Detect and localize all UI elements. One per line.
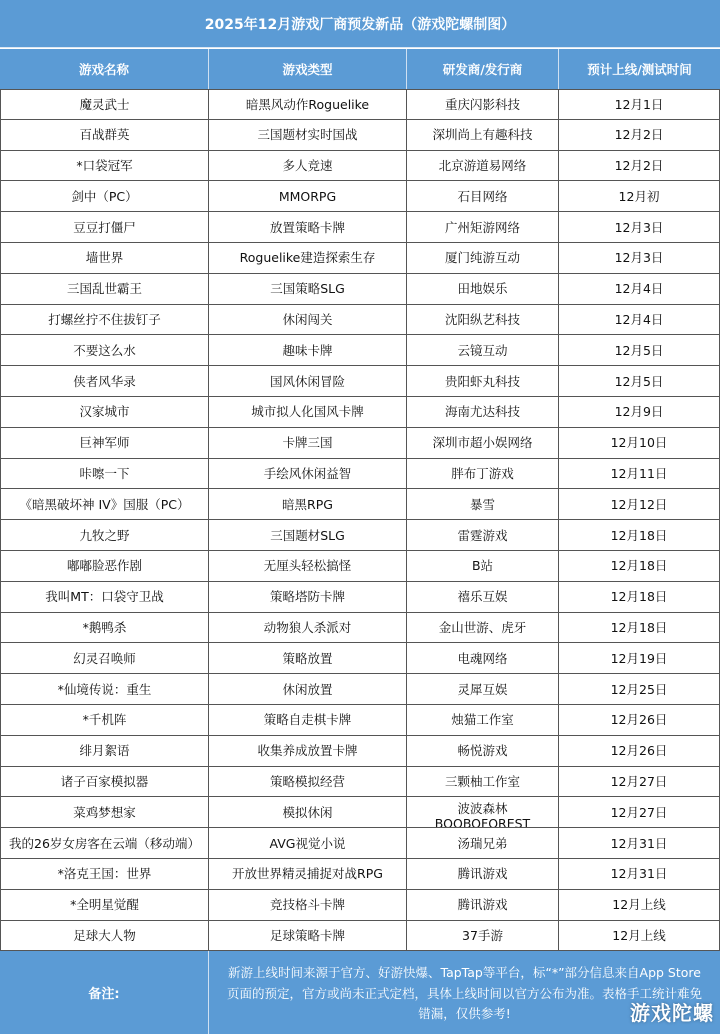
cell-game-genre: 暗黑风动作Roguelike bbox=[209, 90, 407, 119]
cell-game-genre: 足球策略卡牌 bbox=[209, 921, 407, 951]
table-row bbox=[0, 366, 720, 397]
cell-game-genre: 策略塔防卡牌 bbox=[209, 582, 407, 612]
cell-release-date: 12月18日 bbox=[559, 582, 720, 612]
cell-game-name: 墙世界 bbox=[0, 243, 209, 273]
cell-game-genre: 放置策略卡牌 bbox=[209, 212, 407, 242]
cell-release-date: 12月9日 bbox=[559, 397, 720, 427]
cell-release-date: 12月19日 bbox=[559, 643, 720, 673]
cell-game-name: *千机阵 bbox=[0, 705, 209, 735]
header-game-genre: 游戏类型 bbox=[209, 49, 407, 89]
cell-release-date: 12月上线 bbox=[559, 921, 720, 951]
cell-game-genre: 策略自走棋卡牌 bbox=[209, 705, 407, 735]
cell-developer: 腾讯游戏 bbox=[407, 890, 559, 920]
cell-developer: 37手游 bbox=[407, 921, 559, 951]
cell-release-date: 12月3日 bbox=[559, 243, 720, 273]
table-row bbox=[0, 674, 720, 705]
cell-game-name: 百战群英 bbox=[0, 120, 209, 150]
cell-game-genre: 休闲放置 bbox=[209, 674, 407, 704]
cell-release-date: 12月4日 bbox=[559, 274, 720, 304]
cell-developer: 贵阳虾丸科技 bbox=[407, 366, 559, 396]
cell-developer: 田地娱乐 bbox=[407, 274, 559, 304]
cell-developer: 云镜互动 bbox=[407, 335, 559, 365]
cell-release-date: 12月11日 bbox=[559, 459, 720, 489]
cell-game-genre: 趣味卡牌 bbox=[209, 335, 407, 365]
table-row bbox=[0, 582, 720, 613]
cell-release-date: 12月初 bbox=[559, 181, 720, 211]
cell-developer: B站 bbox=[407, 551, 559, 581]
cell-developer: 雷霆游戏 bbox=[407, 520, 559, 550]
cell-game-genre: Roguelike建造探索生存 bbox=[209, 243, 407, 273]
cell-developer: 海南尤达科技 bbox=[407, 397, 559, 427]
table-row bbox=[0, 305, 720, 336]
cell-game-name: *洛克王国：世界 bbox=[0, 859, 209, 889]
cell-game-genre: 模拟休闲 bbox=[209, 797, 407, 827]
cell-release-date: 12月18日 bbox=[559, 551, 720, 581]
cell-developer: 灵犀互娱 bbox=[407, 674, 559, 704]
footer-note bbox=[0, 951, 720, 1034]
table-row bbox=[0, 736, 720, 767]
cell-developer: 汤瑞兄弟 bbox=[407, 828, 559, 858]
cell-game-name: 打螺丝拧不住拔钉子 bbox=[0, 305, 209, 335]
cell-developer: 电魂网络 bbox=[407, 643, 559, 673]
cell-developer: 胖布丁游戏 bbox=[407, 459, 559, 489]
cell-developer: 沈阳纵艺科技 bbox=[407, 305, 559, 335]
cell-game-name: 我叫MT：口袋守卫战 bbox=[0, 582, 209, 612]
cell-release-date: 12月25日 bbox=[559, 674, 720, 704]
cell-release-date: 12月5日 bbox=[559, 366, 720, 396]
cell-game-name: 咔嚓一下 bbox=[0, 459, 209, 489]
table-row bbox=[0, 643, 720, 674]
table-row bbox=[0, 797, 720, 828]
cell-release-date: 12月5日 bbox=[559, 335, 720, 365]
table-body bbox=[0, 89, 720, 951]
header-release-date: 预计上线/测试时间 bbox=[587, 61, 692, 77]
cell-game-genre: MMORPG bbox=[209, 181, 407, 211]
cell-release-date: 12月2日 bbox=[559, 151, 720, 181]
cell-game-genre: 收集养成放置卡牌 bbox=[209, 736, 407, 766]
table-row bbox=[0, 212, 720, 243]
table-row bbox=[0, 120, 720, 151]
cell-developer: 石目网络 bbox=[407, 181, 559, 211]
table-row bbox=[0, 397, 720, 428]
cell-release-date: 12月3日 bbox=[559, 212, 720, 242]
cell-game-name: 不要这么水 bbox=[0, 335, 209, 365]
cell-game-genre: 策略模拟经营 bbox=[209, 767, 407, 797]
cell-developer: 重庆闪影科技 bbox=[407, 90, 559, 119]
cell-game-name: 豆豆打僵尸 bbox=[0, 212, 209, 242]
table-row bbox=[0, 274, 720, 305]
cell-developer: 腾讯游戏 bbox=[407, 859, 559, 889]
developer-line: 波波森林 bbox=[457, 801, 508, 817]
table-row bbox=[0, 335, 720, 366]
cell-game-name: 菜鸡梦想家 bbox=[0, 797, 209, 827]
table-row bbox=[0, 859, 720, 890]
cell-game-genre: 休闲闯关 bbox=[209, 305, 407, 335]
table-row bbox=[0, 613, 720, 644]
cell-game-name: 汉家城市 bbox=[0, 397, 209, 427]
table-title: 2025年12月游戏厂商预发新品（游戏陀螺制图） bbox=[0, 0, 720, 48]
cell-game-name: 魔灵武士 bbox=[0, 90, 209, 119]
cell-developer: 禧乐互娱 bbox=[407, 582, 559, 612]
cell-release-date: 12月4日 bbox=[559, 305, 720, 335]
cell-developer: 金山世游、虎牙 bbox=[407, 613, 559, 643]
table-row bbox=[0, 459, 720, 490]
cell-game-name: 侠者风华录 bbox=[0, 366, 209, 396]
table-row bbox=[0, 489, 720, 520]
cell-game-name: 幻灵召唤师 bbox=[0, 643, 209, 673]
cell-game-name: 三国乱世霸王 bbox=[0, 274, 209, 304]
cell-developer: 三颗柚工作室 bbox=[407, 767, 559, 797]
cell-developer: 厦门纯游互动 bbox=[407, 243, 559, 273]
footer-label: 备注: bbox=[0, 951, 209, 1034]
table-row bbox=[0, 243, 720, 274]
cell-game-name: 剑中（PC） bbox=[0, 181, 209, 211]
cell-developer: 烛猫工作室 bbox=[407, 705, 559, 735]
cell-developer: 深圳市超小娱网络 bbox=[407, 428, 559, 458]
developer-line-2: BOOBOFOREST bbox=[434, 815, 531, 828]
cell-release-date: 12月31日 bbox=[559, 828, 720, 858]
cell-game-genre: 竞技格斗卡牌 bbox=[209, 890, 407, 920]
cell-game-genre: 三国题材SLG bbox=[209, 520, 407, 550]
cell-release-date: 12月26日 bbox=[559, 705, 720, 735]
cell-game-genre: 多人竞速 bbox=[209, 151, 407, 181]
cell-release-date: 12月27日 bbox=[559, 797, 720, 827]
cell-game-name: *全明星觉醒 bbox=[0, 890, 209, 920]
cell-release-date: 12月2日 bbox=[559, 120, 720, 150]
table-row bbox=[0, 890, 720, 921]
table-row bbox=[0, 828, 720, 859]
cell-game-name: 巨神军师 bbox=[0, 428, 209, 458]
table-row bbox=[0, 767, 720, 798]
table-row bbox=[0, 705, 720, 736]
cell-developer: 北京游道易网络 bbox=[407, 151, 559, 181]
cell-game-name: 《暗黑破坏神 IV》国服（PC） bbox=[0, 489, 209, 519]
watermark-logo: 游戏陀螺 bbox=[630, 1001, 714, 1025]
cell-release-date: 12月27日 bbox=[559, 767, 720, 797]
cell-developer: 深圳尚上有趣科技 bbox=[407, 120, 559, 150]
cell-game-genre: 三国题材实时国战 bbox=[209, 120, 407, 150]
cell-game-name: 足球大人物 bbox=[0, 921, 209, 951]
cell-release-date: 12月18日 bbox=[559, 613, 720, 643]
cell-game-name: 我的26岁女房客在云端（移动端） bbox=[0, 828, 209, 858]
table-row bbox=[0, 921, 720, 952]
cell-game-name: *鹅鸭杀 bbox=[0, 613, 209, 643]
table-row bbox=[0, 181, 720, 212]
cell-game-genre: 策略放置 bbox=[209, 643, 407, 673]
table-row bbox=[0, 551, 720, 582]
cell-game-name: *口袋冠军 bbox=[0, 151, 209, 181]
table-row bbox=[0, 428, 720, 459]
cell-release-date: 12月12日 bbox=[559, 489, 720, 519]
table-row bbox=[0, 520, 720, 551]
cell-game-name: 嘟嘟脸恶作剧 bbox=[0, 551, 209, 581]
cell-game-name: 九牧之野 bbox=[0, 520, 209, 550]
cell-game-genre: AVG视觉小说 bbox=[209, 828, 407, 858]
cell-game-genre: 卡牌三国 bbox=[209, 428, 407, 458]
cell-developer bbox=[407, 797, 559, 827]
cell-game-name: *仙境传说：重生 bbox=[0, 674, 209, 704]
cell-release-date: 12月31日 bbox=[559, 859, 720, 889]
cell-game-genre: 无厘头轻松搞怪 bbox=[209, 551, 407, 581]
table-row bbox=[0, 89, 720, 120]
cell-developer: 暴雪 bbox=[407, 489, 559, 519]
cell-release-date: 12月18日 bbox=[559, 520, 720, 550]
cell-release-date: 12月1日 bbox=[559, 90, 720, 119]
footer-text: 新游上线时间来源于官方、好游快爆、TapTap等平台，标“*”部分信息来自App Store页面的预定，官方或尚未正式定档，具体上线时间以官方公布为准。表格手工统计难免错漏，仅供参考! bbox=[226, 965, 702, 1022]
cell-game-genre: 暗黑RPG bbox=[209, 489, 407, 519]
cell-release-date: 12月10日 bbox=[559, 428, 720, 458]
cell-game-name: 诸子百家模拟器 bbox=[0, 767, 209, 797]
cell-game-genre: 城市拟人化国风卡牌 bbox=[209, 397, 407, 427]
cell-game-genre: 开放世界精灵捕捉对战RPG bbox=[209, 859, 407, 889]
cell-game-genre: 动物狼人杀派对 bbox=[209, 613, 407, 643]
cell-game-genre: 国风休闲冒险 bbox=[209, 366, 407, 396]
table-header bbox=[0, 49, 720, 89]
cell-game-genre: 手绘风休闲益智 bbox=[209, 459, 407, 489]
cell-release-date: 12月上线 bbox=[559, 890, 720, 920]
cell-developer: 广州矩游网络 bbox=[407, 212, 559, 242]
cell-game-genre: 三国策略SLG bbox=[209, 274, 407, 304]
header-game-name: 游戏名称 bbox=[0, 49, 209, 89]
header-developer: 研发商/发行商 bbox=[407, 49, 559, 89]
cell-release-date: 12月26日 bbox=[559, 736, 720, 766]
table-row bbox=[0, 151, 720, 182]
cell-game-name: 绯月絮语 bbox=[0, 736, 209, 766]
cell-developer: 畅悦游戏 bbox=[407, 736, 559, 766]
